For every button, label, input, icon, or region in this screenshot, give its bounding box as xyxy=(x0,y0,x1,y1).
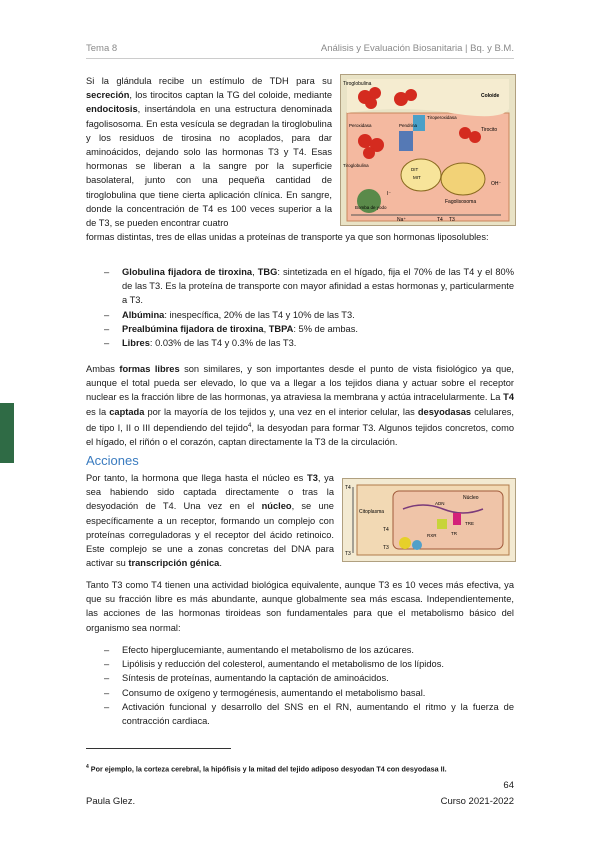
fig1-label: Tiroglobulina xyxy=(343,163,369,168)
fig2-label: RXR xyxy=(427,533,437,538)
fig1-label: Peroxidasa xyxy=(349,123,372,128)
list-item: – Prealbúmina fijadora de tiroxina, TBPA: 5% de ambas. xyxy=(104,323,358,334)
fig1-label: T3 xyxy=(449,217,455,223)
footer-course: Curso 2021-2022 xyxy=(440,796,514,807)
fig1-label: Pendrina xyxy=(399,123,418,128)
fig1-label: Tiroglobulina xyxy=(343,81,372,87)
list-item: – Albúmina: inespecífica, 20% de las T4 y 10% de las T3. xyxy=(104,309,355,320)
fig2-label: Citoplasma xyxy=(359,509,385,515)
list-item: – Síntesis de proteínas, aumentando la captación de aminoácidos. xyxy=(104,673,389,684)
transport-protein-list xyxy=(104,265,514,350)
paragraph-acciones: Por tanto, la hormona que llega hasta el núcleo es T3, ya sea habiendo sido captada directamente o tras la desyodación de T4. Una vez en el núcleo, se une específicamente a un receptor, formando un complejo con proteínas correguladoras y el receptor del ácido retinoico. Este complejo se une a zonas concretas del DNA para activar su transcripción génica. xyxy=(86,473,334,569)
footer-author: Paula Glez. xyxy=(86,796,136,807)
list-item: – Globulina fijadora de tiroxina, TBG: sintetizada en el hígado, fija el 70% de las T4 y el 80% de las T3. Es la proteína de transporte con mayor afinidad a estas hormonas y, particularmente a T3. xyxy=(104,267,514,306)
paragraph-free-forms: Ambas formas libres son similares, y son importantes desde el punto de vista fisiológico ya que, aunque el total pueda ser elevado, lo que va a llegar a los tejidos diana y actuar sobre el receptor nuclear es la fracción libre de las hormonas, ya atraviesa la membrana y actúa intracelularmente. La T4 es la captada por la mayoría de los tejidos y, una vez en el interior celular, las desyodasas celulares, de tipo I, II o III dependiendo del tejido$^4$, la desyodan para formar T3. Algunos tejidos concretos, como el hígado, el riñón o el corazón, captan directamente la T3 de la circulación. xyxy=(86,364,514,448)
fig1-label: Tiroperoxidasa xyxy=(427,115,457,120)
fig1-label: T4 xyxy=(437,217,443,223)
section-heading-acciones: Acciones xyxy=(86,453,139,468)
fig1-label: OH⁻ xyxy=(491,181,502,187)
list-item: – Activación funcional y desarrollo del SNS en el RN, aumentando el ritmo y la fuerza de contracción cardiaca. xyxy=(104,701,514,727)
side-tab-marker xyxy=(0,403,14,463)
fig1-label: I⁻ xyxy=(387,191,392,197)
paragraph-forms: formas distintas, tres de ellas unidas a proteínas de transporte ya que son hormonas liposolubles: xyxy=(86,232,489,242)
nuclear-receptor-figure xyxy=(342,478,516,562)
header-course: Análisis y Evaluación Biosanitaria | Bq. y B.M. xyxy=(320,43,514,54)
fig2-label: T4 xyxy=(383,527,389,533)
fig1-label: Coloide xyxy=(481,93,500,99)
fig2-label: T3 xyxy=(383,545,389,551)
page-number: 64 xyxy=(503,780,514,791)
paragraph-activity: Tanto T3 como T4 tienen una actividad biológica equivalente, aunque T3 es 10 veces más efectiva, ya que su fracción libre es más abundante, aunque globalmente sea más escasa. Independientemente, las acciones de las hormonas tiroideas son fundamentales para que el metabolismo básico del organismo sea normal: xyxy=(86,580,514,633)
fig1-label: Na⁺ xyxy=(397,217,407,223)
fig1-label: Bomba de yodo xyxy=(355,205,387,210)
footnote: $^4$ Por ejemplo, la corteza cerebral, la hipófisis y la mitad del tejido adiposo desyodan T4 con desyodasa II. xyxy=(86,764,447,774)
fig2-label: T4 xyxy=(345,485,351,491)
fig2-label: TRE xyxy=(465,521,474,526)
list-item: – Consumo de oxígeno y termogénesis, aumentando el metabolismo basal. xyxy=(104,687,426,698)
fig2-label: TR xyxy=(451,531,457,536)
fig1-label: DIT xyxy=(411,167,419,172)
actions-list xyxy=(104,643,514,728)
list-item: – Lipólisis y reducción del colesterol, aumentando el metabolismo de los lípidos. xyxy=(104,659,444,670)
fig1-label: Tirocito xyxy=(481,127,498,133)
thyroid-cell-figure xyxy=(340,74,516,226)
list-item: – Libres: 0.03% de las T4 y 0.3% de las T3. xyxy=(104,338,297,349)
list-item: – Efecto hiperglucemiante, aumentando el metabolismo de los azúcares. xyxy=(104,645,414,655)
footnote-rule xyxy=(86,748,231,749)
fig2-label: ADN xyxy=(435,501,445,506)
paragraph-secretion: Si la glándula recibe un estímulo de TDH para su secreción, los tirocitos captan la TG del coloide, mediante endocitosis, insertándola en una estructura denominada fagolisosoma. En esta vesícula se degradan la tiroglobulina y los residuos de tirosina no acoplados, para dar aminoácidos, dejando solo las hormonas T3 y T4. Esas hormonas se liberan a la sangre por la superficie basolateral, junto con una pequeña cantidad de tiroglobulina que tiene cierta aplicación clínica. En sangre, donde la concentración de T4 es 100 veces superior a la de T3, se pueden encontrar cuatro xyxy=(86,76,332,229)
fig1-label: Fagolisosoma xyxy=(445,199,477,205)
fig1-label: MIT xyxy=(413,175,421,180)
fig2-label: T3 xyxy=(345,551,351,557)
header-rule xyxy=(86,58,514,59)
fig2-label: Núcleo xyxy=(463,495,479,501)
header-topic: Tema 8 xyxy=(86,43,118,54)
